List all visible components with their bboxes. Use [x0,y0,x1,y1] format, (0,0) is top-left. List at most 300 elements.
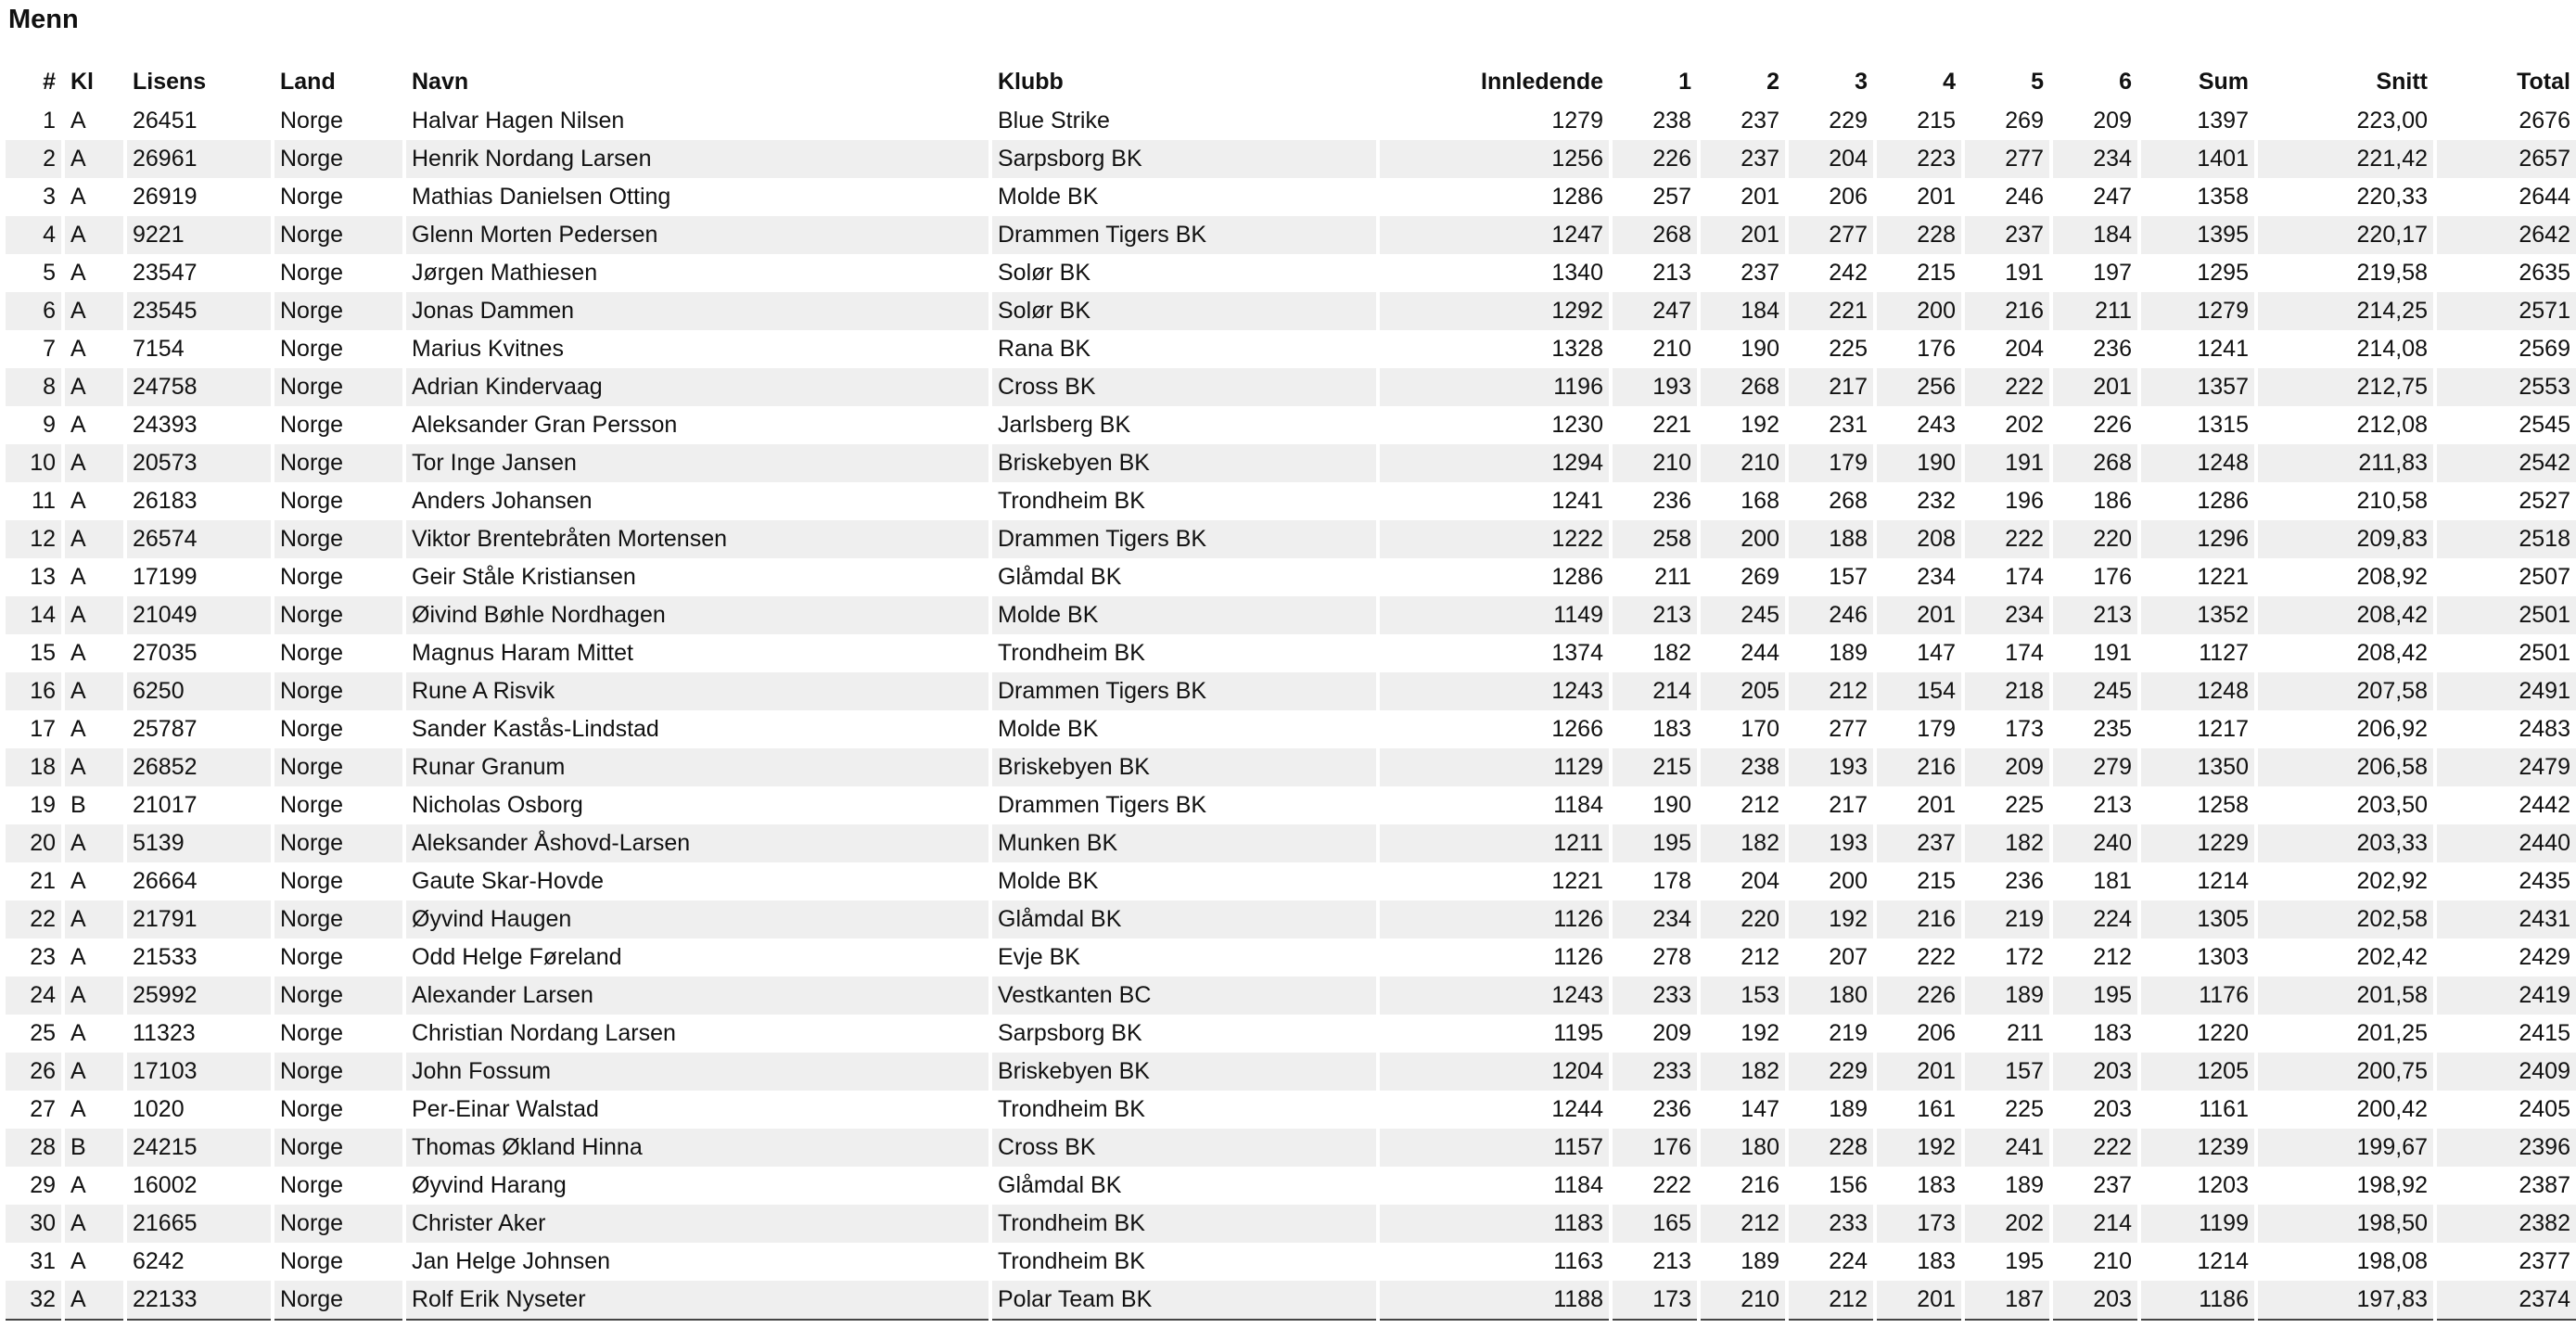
cell-g4: 232 [1917,488,1956,514]
column-header-g4: 4 [1943,69,1956,95]
cell-g5: 204 [2005,336,2044,362]
cell-g2: 200 [1701,520,1785,558]
cell-g3: 228 [1789,1129,1873,1167]
cell-g2: 237 [1741,108,1779,134]
cell-g5: 269 [2005,108,2044,134]
cell-g5: 219 [1965,900,2049,939]
cell-total: 2405 [2519,1096,2570,1122]
cell-g1: 210 [1613,444,1697,482]
cell-g5: 172 [2005,944,2044,970]
cell-g6: 210 [2093,1248,2132,1274]
cell-land: Norge [280,1020,344,1046]
cell-lisens: 17199 [133,564,198,590]
cell-g3: 246 [1789,596,1873,634]
cell-g2: 204 [1741,868,1779,894]
cell-g4: 201 [1877,1053,1961,1091]
cell-lisens: 7154 [133,336,185,362]
cell-g1: 195 [1613,824,1697,862]
cell-sum: 1315 [2197,412,2249,438]
cell-place: 14 [6,596,61,634]
cell-g6: 197 [2093,260,2132,286]
cell-g5: 195 [2005,1248,2044,1274]
cell-g5: 202 [2005,412,2044,438]
cell-navn: Jørgen Mathiesen [412,260,598,286]
cell-innledende: 1221 [1551,868,1603,894]
cell-innledende: 1328 [1551,336,1603,362]
cell-sum: 1203 [2197,1172,2249,1198]
cell-g4: 216 [1877,900,1961,939]
cell-klasse: A [70,640,86,666]
cell-klubb: Evje BK [998,944,1080,970]
cell-klasse: B [65,1129,123,1167]
cell-g5: 222 [1965,520,2049,558]
cell-land: Norge [274,900,402,939]
cell-klasse: A [65,900,123,939]
cell-g1: 190 [1652,792,1691,818]
cell-land: Norge [274,748,402,786]
cell-g2: 268 [1701,368,1785,406]
cell-g2: 237 [1741,260,1779,286]
cell-g3: 212 [1789,672,1873,710]
cell-total: 2382 [2437,1205,2576,1243]
table-row [6,1167,2576,1205]
cell-g1: 226 [1613,140,1697,178]
cell-lisens: 21791 [127,900,271,939]
cell-g1: 213 [1652,260,1691,286]
cell-g5: 209 [1965,748,2049,786]
cell-land: Norge [280,564,344,590]
cell-total: 2527 [2519,488,2570,514]
cell-snitt: 208,42 [2356,640,2428,666]
cell-g3: 229 [1829,108,1868,134]
cell-sum: 1241 [2197,336,2249,362]
cell-land: Norge [274,1129,402,1167]
cell-g6: 240 [2053,824,2137,862]
cell-g2: 212 [1741,792,1779,818]
cell-lisens: 26961 [127,140,271,178]
cell-g3: 233 [1789,1205,1873,1243]
cell-g1: 178 [1652,868,1691,894]
cell-g3: 217 [1829,792,1868,818]
cell-snitt: 212,75 [2258,368,2433,406]
column-header-g5: 5 [2031,69,2044,95]
cell-g2: 205 [1701,672,1785,710]
cell-total: 2442 [2519,792,2570,818]
cell-innledende: 1126 [1553,944,1603,970]
cell-g6: 213 [2093,792,2132,818]
cell-navn: Rune A Risvik [406,672,988,710]
cell-innledende: 1163 [1553,1248,1603,1274]
cell-klasse: A [65,977,123,1015]
cell-place: 27 [30,1096,56,1122]
cell-total: 2545 [2519,412,2570,438]
cell-klasse: A [65,216,123,254]
cell-lisens: 23545 [127,292,271,330]
cell-g6: 211 [2053,292,2137,330]
cell-navn: Marius Kvitnes [412,336,564,362]
cell-land: Norge [274,1053,402,1091]
cell-navn: Aleksander Gran Persson [412,412,678,438]
cell-g4: 176 [1917,336,1956,362]
cell-g1: 165 [1613,1205,1697,1243]
cell-g4: 201 [1877,1281,1961,1321]
cell-place: 13 [30,564,56,590]
cell-g2: 245 [1701,596,1785,634]
cell-total: 2571 [2437,292,2576,330]
table-row [6,178,2576,216]
cell-klubb: Sarpsborg BK [998,1020,1142,1046]
cell-sum: 1214 [2197,868,2249,894]
cell-innledende: 1196 [1380,368,1609,406]
cell-total: 2501 [2519,640,2570,666]
cell-innledende: 1149 [1380,596,1609,634]
cell-g1: 173 [1613,1281,1697,1321]
cell-klasse: A [70,944,86,970]
cell-total: 2507 [2519,564,2570,590]
cell-klubb: Molde BK [998,868,1099,894]
cell-g3: 206 [1829,184,1868,210]
cell-sum: 1352 [2141,596,2254,634]
cell-land: Norge [280,792,344,818]
table-row [6,900,2576,939]
cell-innledende: 1211 [1380,824,1609,862]
cell-total: 2676 [2519,108,2570,134]
cell-g5: 236 [2005,868,2044,894]
cell-lisens: 5139 [127,824,271,862]
cell-total: 2569 [2519,336,2570,362]
cell-snitt: 200,75 [2258,1053,2433,1091]
cell-g6: 235 [2093,716,2132,742]
cell-klubb: Molde BK [992,596,1376,634]
cell-klubb: Molde BK [998,716,1099,742]
cell-g5: 211 [2007,1020,2044,1046]
cell-g1: 211 [1654,564,1691,590]
cell-lisens: 17103 [127,1053,271,1091]
column-header-innledende: Innledende [1481,69,1603,95]
cell-g2: 168 [1741,488,1779,514]
cell-navn: Jonas Dammen [406,292,988,330]
cell-lisens: 11323 [133,1020,196,1046]
cell-klubb: Briskebyen BK [992,444,1376,482]
cell-g2: 147 [1741,1096,1779,1122]
cell-lisens: 6242 [133,1248,185,1274]
cell-total: 2491 [2437,672,2576,710]
cell-klubb: Molde BK [998,184,1099,210]
cell-place: 26 [6,1053,61,1091]
cell-snitt: 203,50 [2356,792,2428,818]
cell-g4: 222 [1917,944,1956,970]
cell-g4: 237 [1877,824,1961,862]
column-header-sum: Sum [2198,69,2249,95]
cell-innledende: 1286 [1551,184,1603,210]
cell-snitt: 220,33 [2356,184,2428,210]
cell-klubb: Trondheim BK [998,1248,1145,1274]
cell-klubb: Trondheim BK [992,1205,1376,1243]
column-header-snitt: Snitt [2376,69,2428,95]
cell-snitt: 220,17 [2258,216,2433,254]
cell-innledende: 1183 [1380,1205,1609,1243]
cell-lisens: 9221 [127,216,271,254]
cell-sum: 1248 [2141,444,2254,482]
cell-g6: 213 [2053,596,2137,634]
column-header-total: Total [2517,69,2570,95]
cell-klubb: Trondheim BK [998,640,1145,666]
cell-navn: Aleksander Åshovd-Larsen [406,824,988,862]
cell-g4: 147 [1917,640,1956,666]
cell-g3: 221 [1789,292,1873,330]
cell-navn: Viktor Brentebråten Mortensen [406,520,988,558]
cell-g6: 195 [2053,977,2137,1015]
cell-sum: 1199 [2141,1205,2254,1243]
cell-lisens: 25787 [133,716,198,742]
cell-place: 6 [6,292,61,330]
cell-g6: 186 [2093,488,2132,514]
cell-g4: 216 [1877,748,1961,786]
cell-g1: 215 [1613,748,1697,786]
cell-total: 2431 [2437,900,2576,939]
cell-klubb: Glåmdal BK [992,900,1376,939]
cell-g1: 257 [1652,184,1691,210]
cell-land: Norge [274,140,402,178]
cell-land: Norge [274,292,402,330]
cell-total: 2518 [2437,520,2576,558]
cell-g5: 234 [1965,596,2049,634]
column-header-land: Land [280,69,336,95]
cell-navn: Per-Einar Walstad [412,1096,599,1122]
cell-klasse: A [65,1281,123,1321]
cell-total: 2440 [2437,824,2576,862]
cell-g1: 213 [1613,596,1697,634]
cell-klasse: A [70,1248,86,1274]
cell-land: Norge [274,977,402,1015]
cell-klubb: Drammen Tigers BK [992,672,1376,710]
cell-g1: 209 [1652,1020,1691,1046]
cell-g1: 238 [1652,108,1691,134]
cell-sum: 1358 [2197,184,2249,210]
cell-g4: 228 [1877,216,1961,254]
cell-g2: 182 [1701,824,1785,862]
cell-g1: 213 [1652,1248,1691,1274]
cell-sum: 1357 [2141,368,2254,406]
cell-g1: 236 [1652,1096,1691,1122]
cell-snitt: 214,25 [2258,292,2433,330]
cell-navn: Christian Nordang Larsen [412,1020,676,1046]
table-row [6,939,2576,977]
cell-g5: 246 [2005,184,2044,210]
cell-g4: 192 [1877,1129,1961,1167]
cell-sum: 1221 [2197,564,2249,590]
cell-snitt: 201,25 [2356,1020,2428,1046]
cell-g2: 237 [1701,140,1785,178]
column-header-g1: 1 [1678,69,1691,95]
cell-g3: 189 [1829,640,1868,666]
cell-g3: 188 [1789,520,1873,558]
cell-klubb: Jarlsberg BK [998,412,1131,438]
cell-sum: 1395 [2141,216,2254,254]
cell-innledende: 1230 [1551,412,1603,438]
cell-place: 2 [6,140,61,178]
cell-g2: 269 [1741,564,1779,590]
cell-sum: 1401 [2141,140,2254,178]
cell-g6: 203 [2053,1281,2137,1321]
table-row [6,216,2576,254]
cell-g2: 201 [1701,216,1785,254]
cell-lisens: 24758 [127,368,271,406]
cell-g4: 190 [1877,444,1961,482]
cell-g3: 157 [1829,564,1868,590]
cell-place: 22 [6,900,61,939]
cell-sum: 1176 [2141,977,2254,1015]
table-row [6,824,2576,862]
cell-lisens: 1020 [133,1096,185,1122]
cell-place: 7 [43,336,56,362]
cell-klasse: A [70,1020,86,1046]
cell-g5: 222 [1965,368,2049,406]
cell-g6: 220 [2053,520,2137,558]
cell-snitt: 199,67 [2258,1129,2433,1167]
page-title: Menn [8,5,79,34]
cell-innledende: 1279 [1551,108,1603,134]
cell-g2: 192 [1741,1020,1779,1046]
cell-snitt: 212,08 [2356,412,2428,438]
cell-g3: 277 [1789,216,1873,254]
cell-klasse: A [70,716,86,742]
cell-lisens: 21017 [133,792,198,818]
table-row [6,330,2576,368]
table-row [6,292,2576,330]
cell-innledende: 1195 [1553,1020,1603,1046]
cell-g3: 193 [1789,824,1873,862]
cell-g5: 174 [2005,564,2044,590]
cell-navn: Halvar Hagen Nilsen [412,108,625,134]
cell-snitt: 208,42 [2258,596,2433,634]
cell-lisens: 26852 [127,748,271,786]
table-row [6,1205,2576,1243]
table-row [6,406,2576,444]
cell-g6: 268 [2053,444,2137,482]
cell-g5: 225 [2005,1096,2044,1122]
cell-sum: 1303 [2197,944,2249,970]
cell-g6: 222 [2053,1129,2137,1167]
cell-g6: 176 [2093,564,2132,590]
cell-g6: 203 [2053,1053,2137,1091]
cell-snitt: 201,58 [2258,977,2433,1015]
cell-land: Norge [280,184,344,210]
cell-g4: 215 [1917,108,1956,134]
cell-g4: 208 [1877,520,1961,558]
cell-lisens: 21533 [133,944,198,970]
cell-place: 25 [30,1020,56,1046]
cell-g2: 212 [1741,944,1779,970]
cell-g3: 219 [1829,1020,1868,1046]
column-header-lisens: Lisens [133,69,207,95]
cell-g3: 207 [1829,944,1868,970]
cell-sum: 1214 [2197,1248,2249,1274]
cell-g3: 268 [1829,488,1868,514]
cell-total: 2635 [2519,260,2570,286]
cell-klasse: A [70,260,86,286]
cell-lisens: 24393 [133,412,198,438]
cell-g1: 214 [1613,672,1697,710]
cell-klubb: Drammen Tigers BK [992,520,1376,558]
cell-navn: Mathias Danielsen Otting [412,184,671,210]
table-row [6,558,2576,596]
cell-g6: 224 [2053,900,2137,939]
cell-navn: Øivind Bøhle Nordhagen [406,596,988,634]
column-header-place: # [43,69,56,95]
cell-sum: 1161 [2199,1096,2249,1122]
cell-g5: 218 [1965,672,2049,710]
cell-land: Norge [274,444,402,482]
cell-place: 18 [6,748,61,786]
cell-g5: 202 [1965,1205,2049,1243]
cell-place: 15 [30,640,56,666]
cell-g4: 256 [1877,368,1961,406]
cell-innledende: 1292 [1380,292,1609,330]
cell-total: 2409 [2437,1053,2576,1091]
cell-snitt: 202,92 [2356,868,2428,894]
cell-snitt: 221,42 [2258,140,2433,178]
cell-sum: 1205 [2141,1053,2254,1091]
cell-lisens: 27035 [133,640,198,666]
cell-snitt: 197,83 [2258,1281,2433,1321]
cell-total: 2387 [2519,1172,2570,1198]
cell-navn: Adrian Kindervaag [406,368,988,406]
cell-navn: Rolf Erik Nyseter [406,1281,988,1321]
cell-klubb: Briskebyen BK [992,748,1376,786]
cell-g4: 215 [1917,260,1956,286]
table-row [6,748,2576,786]
cell-land: Norge [280,260,344,286]
cell-g6: 236 [2093,336,2132,362]
cell-total: 2553 [2437,368,2576,406]
cell-innledende: 1243 [1380,977,1609,1015]
cell-g3: 193 [1789,748,1873,786]
cell-total: 2396 [2437,1129,2576,1167]
cell-navn: Jan Helge Johnsen [412,1248,611,1274]
cell-g2: 189 [1741,1248,1779,1274]
column-header-navn: Navn [412,69,469,95]
cell-navn: Gaute Skar-Hovde [412,868,605,894]
cell-navn: Runar Granum [406,748,988,786]
cell-snitt: 211,83 [2258,444,2433,482]
cell-klubb: Cross BK [992,368,1376,406]
cell-place: 17 [30,716,56,742]
cell-g1: 182 [1652,640,1691,666]
cell-lisens: 22133 [127,1281,271,1321]
cell-place: 24 [6,977,61,1015]
cell-g4: 201 [1917,792,1956,818]
cell-snitt: 203,33 [2258,824,2433,862]
cell-klubb: Munken BK [992,824,1376,862]
cell-total: 2657 [2437,140,2576,178]
cell-klasse: A [65,292,123,330]
cell-land: Norge [280,716,344,742]
cell-g5: 189 [2005,1172,2044,1198]
cell-snitt: 200,42 [2356,1096,2428,1122]
table-row [6,672,2576,710]
cell-g3: 189 [1829,1096,1868,1122]
cell-snitt: 198,50 [2258,1205,2433,1243]
cell-g6: 226 [2093,412,2132,438]
table-row [6,140,2576,178]
cell-sum: 1397 [2197,108,2249,134]
cell-g3: 231 [1829,412,1868,438]
cell-g1: 210 [1652,336,1691,362]
cell-klasse: A [65,672,123,710]
cell-klasse: A [70,108,86,134]
table-row [6,862,2576,900]
